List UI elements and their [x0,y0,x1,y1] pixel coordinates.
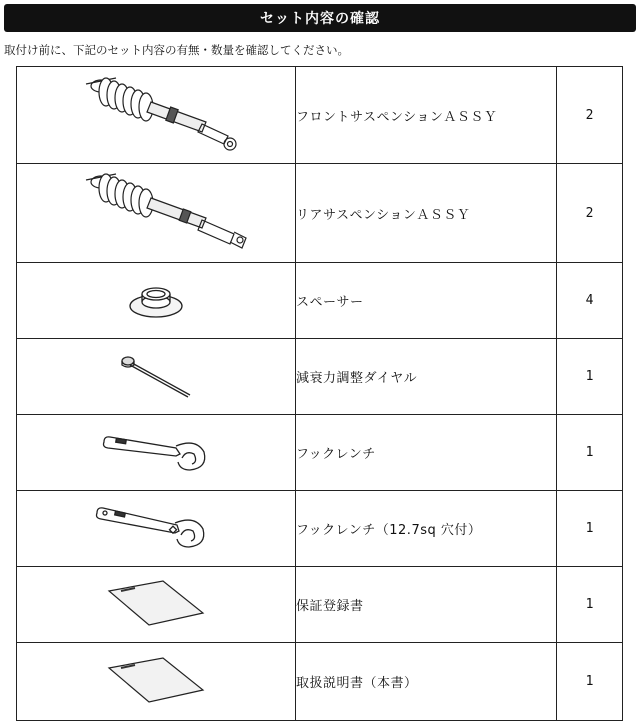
rear-suspension-assy-image [56,168,256,258]
item-image-cell [17,415,296,491]
hook-wrench-image [96,428,216,478]
item-name: フックレンチ [296,415,557,491]
table-row [17,339,623,415]
item-qty: 1 [557,339,623,415]
item-name: 取扱説明書（本書） [296,643,557,721]
contents-table [16,66,623,721]
warranty-card-image [101,575,211,635]
item-qty: 2 [557,164,623,263]
item-image-cell [17,339,296,415]
item-name: 保証登録書 [296,567,557,643]
manual-image [101,652,211,712]
item-name: スペーサー [296,263,557,339]
item-qty: 4 [557,263,623,339]
spacer-image [116,276,196,326]
table-row [17,263,623,339]
item-image-cell [17,491,296,567]
item-qty: 1 [557,415,623,491]
item-image-cell [17,567,296,643]
section-title: セット内容の確認 [260,11,380,27]
table-row [17,643,623,721]
item-name: 減衰力調整ダイヤル [296,339,557,415]
table-row [17,415,623,491]
item-qty: 1 [557,567,623,643]
item-image-cell [17,263,296,339]
table-row [17,164,623,263]
item-image-cell [17,643,296,721]
item-qty: 2 [557,67,623,164]
item-image-cell [17,67,296,164]
item-qty: 1 [557,643,623,721]
item-name: フックレンチ（12.7sq 穴付） [296,491,557,567]
table-row [17,67,623,164]
item-image-cell [17,164,296,263]
section-title-bar [4,4,636,32]
damping-dial-image [106,347,206,407]
item-qty: 1 [557,491,623,567]
table-row [17,567,623,643]
front-suspension-assy-image [56,70,256,160]
item-name: リアサスペンションＡＳＳＹ [296,164,557,263]
item-name: フロントサスペンションＡＳＳＹ [296,67,557,164]
hook-wrench-with-hole-image [91,499,221,559]
table-row [17,491,623,567]
intro-text: 取付け前に、下記のセット内容の有無・数量を確認してください。 [4,43,349,57]
